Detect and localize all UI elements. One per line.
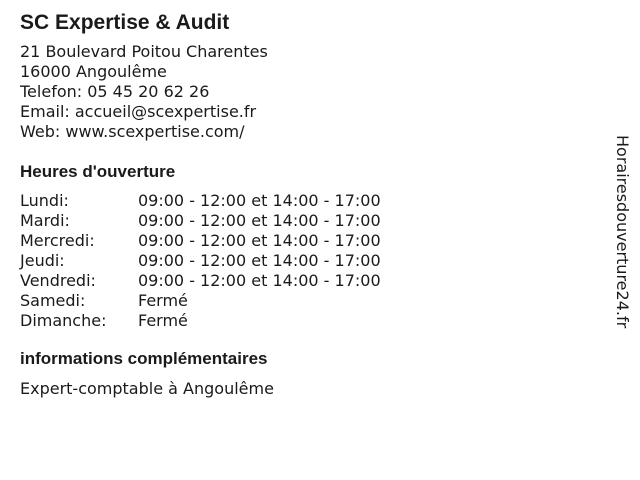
hours-row-friday bbox=[20, 271, 590, 291]
day-hours: Fermé bbox=[138, 311, 188, 330]
day-label: Jeudi: bbox=[20, 251, 65, 270]
hours-row-sunday bbox=[20, 311, 590, 331]
email-line: Email: accueil@scexpertise.fr bbox=[20, 102, 257, 121]
day-label: Vendredi: bbox=[20, 271, 96, 290]
hours-row-wednesday bbox=[20, 231, 590, 251]
day-hours: 09:00 - 12:00 et 14:00 - 17:00 bbox=[138, 251, 381, 270]
day-label: Mardi: bbox=[20, 211, 70, 230]
day-label: Lundi: bbox=[20, 191, 69, 210]
day-hours: 09:00 - 12:00 et 14:00 - 17:00 bbox=[138, 191, 381, 210]
opening-hours-title: Heures d'ouverture bbox=[20, 162, 176, 181]
brand-vertical-text: Horairesdouverture24.fr bbox=[613, 135, 632, 329]
business-name: SC Expertise & Audit bbox=[20, 11, 230, 34]
hours-row-saturday bbox=[20, 291, 590, 311]
additional-info-title: informations complémentaires bbox=[20, 349, 268, 368]
day-hours: 09:00 - 12:00 et 14:00 - 17:00 bbox=[138, 211, 381, 230]
day-label: Dimanche: bbox=[20, 311, 107, 330]
day-hours: 09:00 - 12:00 et 14:00 - 17:00 bbox=[138, 271, 381, 290]
day-label: Mercredi: bbox=[20, 231, 95, 250]
day-hours: Fermé bbox=[138, 291, 188, 310]
hours-row-thursday bbox=[20, 251, 590, 271]
day-hours: 09:00 - 12:00 et 14:00 - 17:00 bbox=[138, 231, 381, 250]
hours-row-monday bbox=[20, 191, 590, 211]
hours-row-tuesday bbox=[20, 211, 590, 231]
opening-hours-table bbox=[20, 191, 590, 331]
address-line-city: 16000 Angoulême bbox=[20, 62, 167, 81]
additional-info-text: Expert-comptable à Angoulême bbox=[20, 379, 274, 398]
day-label: Samedi: bbox=[20, 291, 86, 310]
address-line-street: 21 Boulevard Poitou Charentes bbox=[20, 42, 268, 61]
website-line: Web: www.scexpertise.com/ bbox=[20, 122, 245, 141]
phone-line: Telefon: 05 45 20 62 26 bbox=[20, 82, 210, 101]
business-card bbox=[20, 10, 590, 399]
